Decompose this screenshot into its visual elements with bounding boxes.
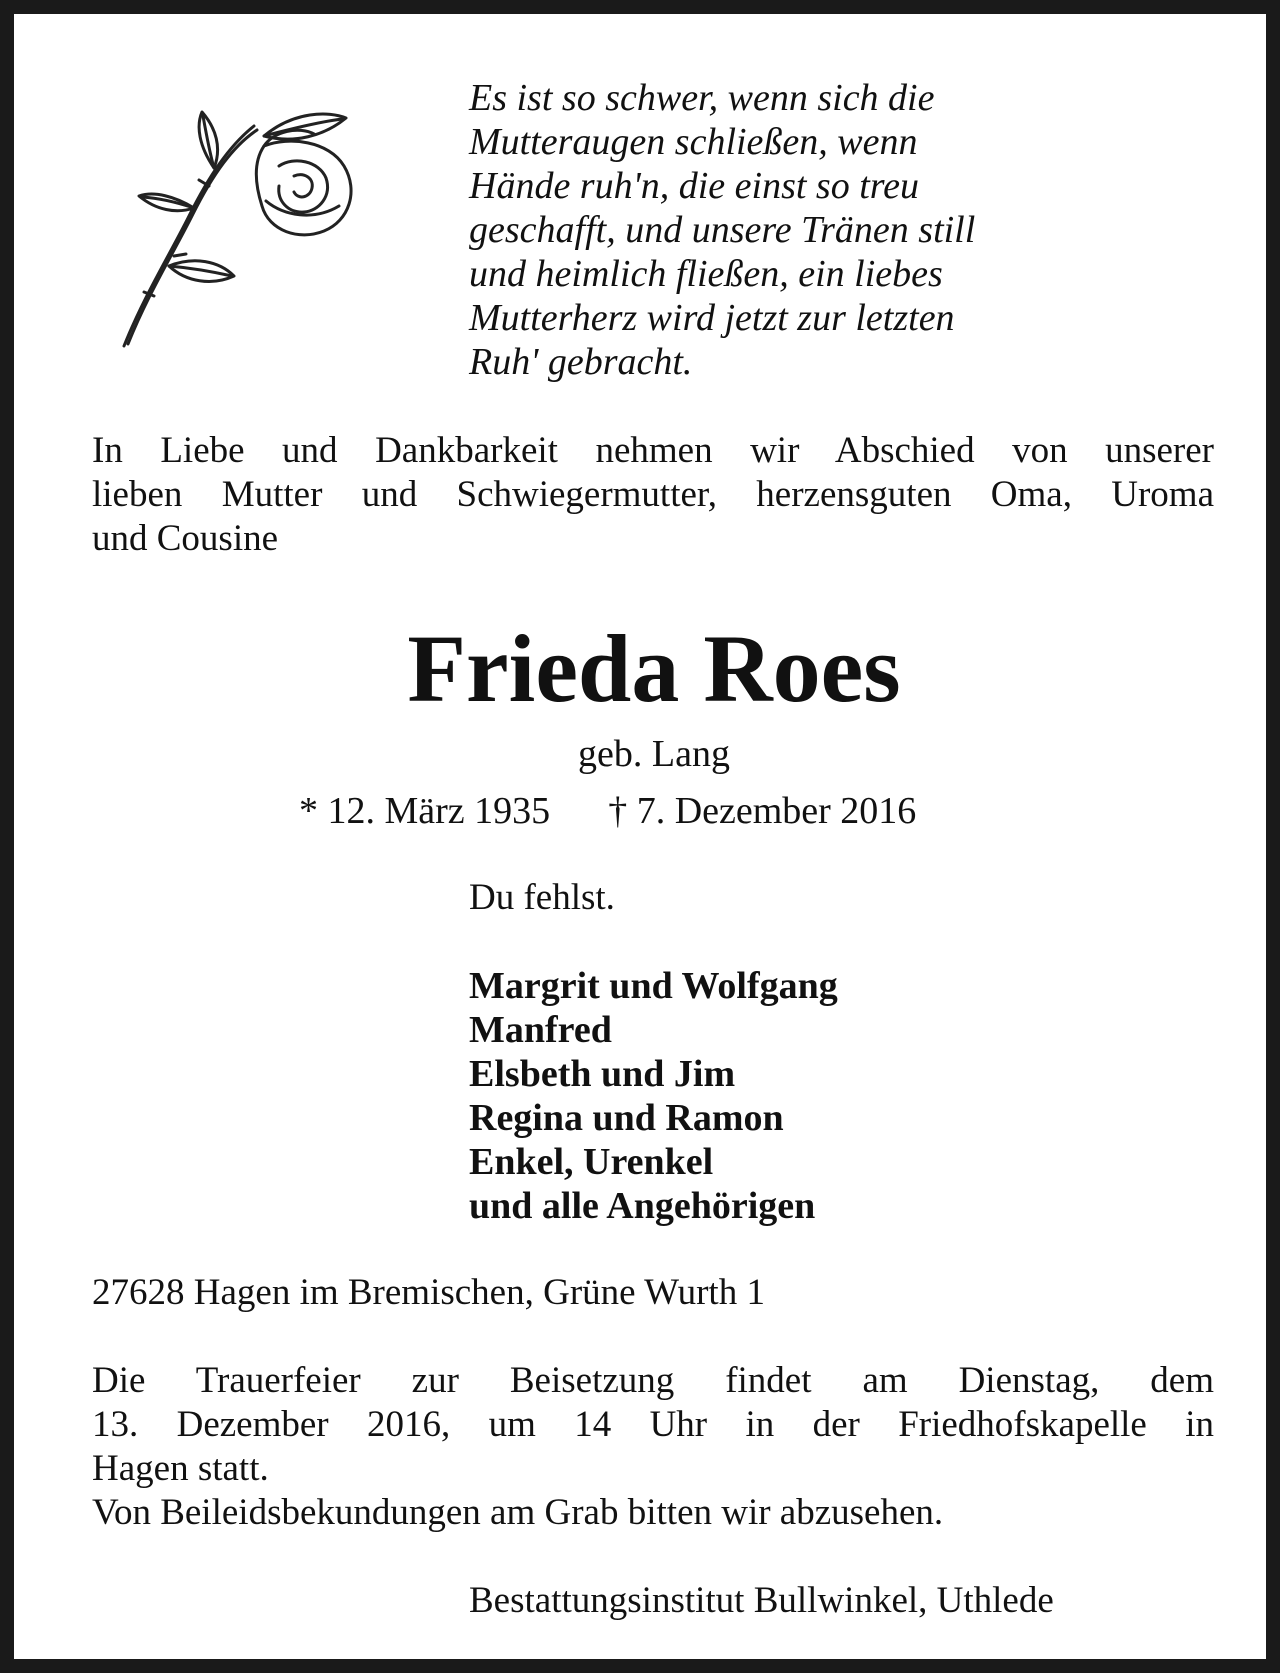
- undertaker: Bestattungsinstitut Bullwinkel, Uthlede: [469, 1580, 1054, 1621]
- poem-line: geschafft, und unsere Tränen still: [469, 209, 976, 251]
- death-date: † 7. Dezember 2016: [608, 790, 917, 832]
- deceased-name: Frieda Roes: [407, 615, 901, 722]
- service-line: Die Trauerfeier zur Beisetzung findet am Dienstag, dem: [92, 1360, 1214, 1401]
- service-line: Hagen statt.: [92, 1448, 269, 1489]
- family-member: Manfred: [469, 1009, 612, 1051]
- intro-line: lieben Mutter und Schwiegermutter, herzensguten Oma, Uroma: [92, 474, 1214, 515]
- family-member: Elsbeth und Jim: [469, 1053, 736, 1095]
- family-member: und alle Angehörigen: [469, 1185, 816, 1227]
- family-member: Regina und Ramon: [469, 1097, 784, 1139]
- service-line: Von Beileidsbekundungen am Grab bitten wir abzusehen.: [92, 1492, 944, 1533]
- message-text: Du fehlst.: [469, 877, 615, 918]
- poem-line: Es ist so schwer, wenn sich die: [469, 77, 935, 119]
- poem-line: und heimlich fließen, ein liebes: [469, 253, 943, 295]
- poem-line: Mutterherz wird jetzt zur letzten: [469, 297, 955, 339]
- family-member: Enkel, Urenkel: [469, 1141, 714, 1183]
- family-member: Margrit und Wolfgang: [469, 965, 838, 1007]
- poem-line: Hände ruh'n, die einst so treu: [469, 165, 920, 207]
- rose-icon: [114, 106, 384, 386]
- intro-line: In Liebe und Dankbarkeit nehmen wir Abschied von unserer: [92, 430, 1214, 471]
- poem-line: Mutteraugen schließen, wenn: [469, 121, 918, 163]
- poem: [469, 76, 1229, 384]
- address: 27628 Hagen im Bremischen, Grüne Wurth 1: [92, 1272, 765, 1313]
- birth-date: * 12. März 1935: [299, 790, 551, 832]
- maiden-name: geb. Lang: [578, 733, 730, 775]
- service-info: [92, 1359, 1214, 1535]
- poem-line: Ruh' gebracht.: [469, 341, 693, 383]
- service-line: 13. Dezember 2016, um 14 Uhr in der Friedhofskapelle in: [92, 1404, 1214, 1445]
- family-list: [469, 964, 838, 1228]
- life-dates: [299, 789, 916, 833]
- intro-text: [92, 429, 1214, 561]
- intro-line: und Cousine: [92, 518, 279, 559]
